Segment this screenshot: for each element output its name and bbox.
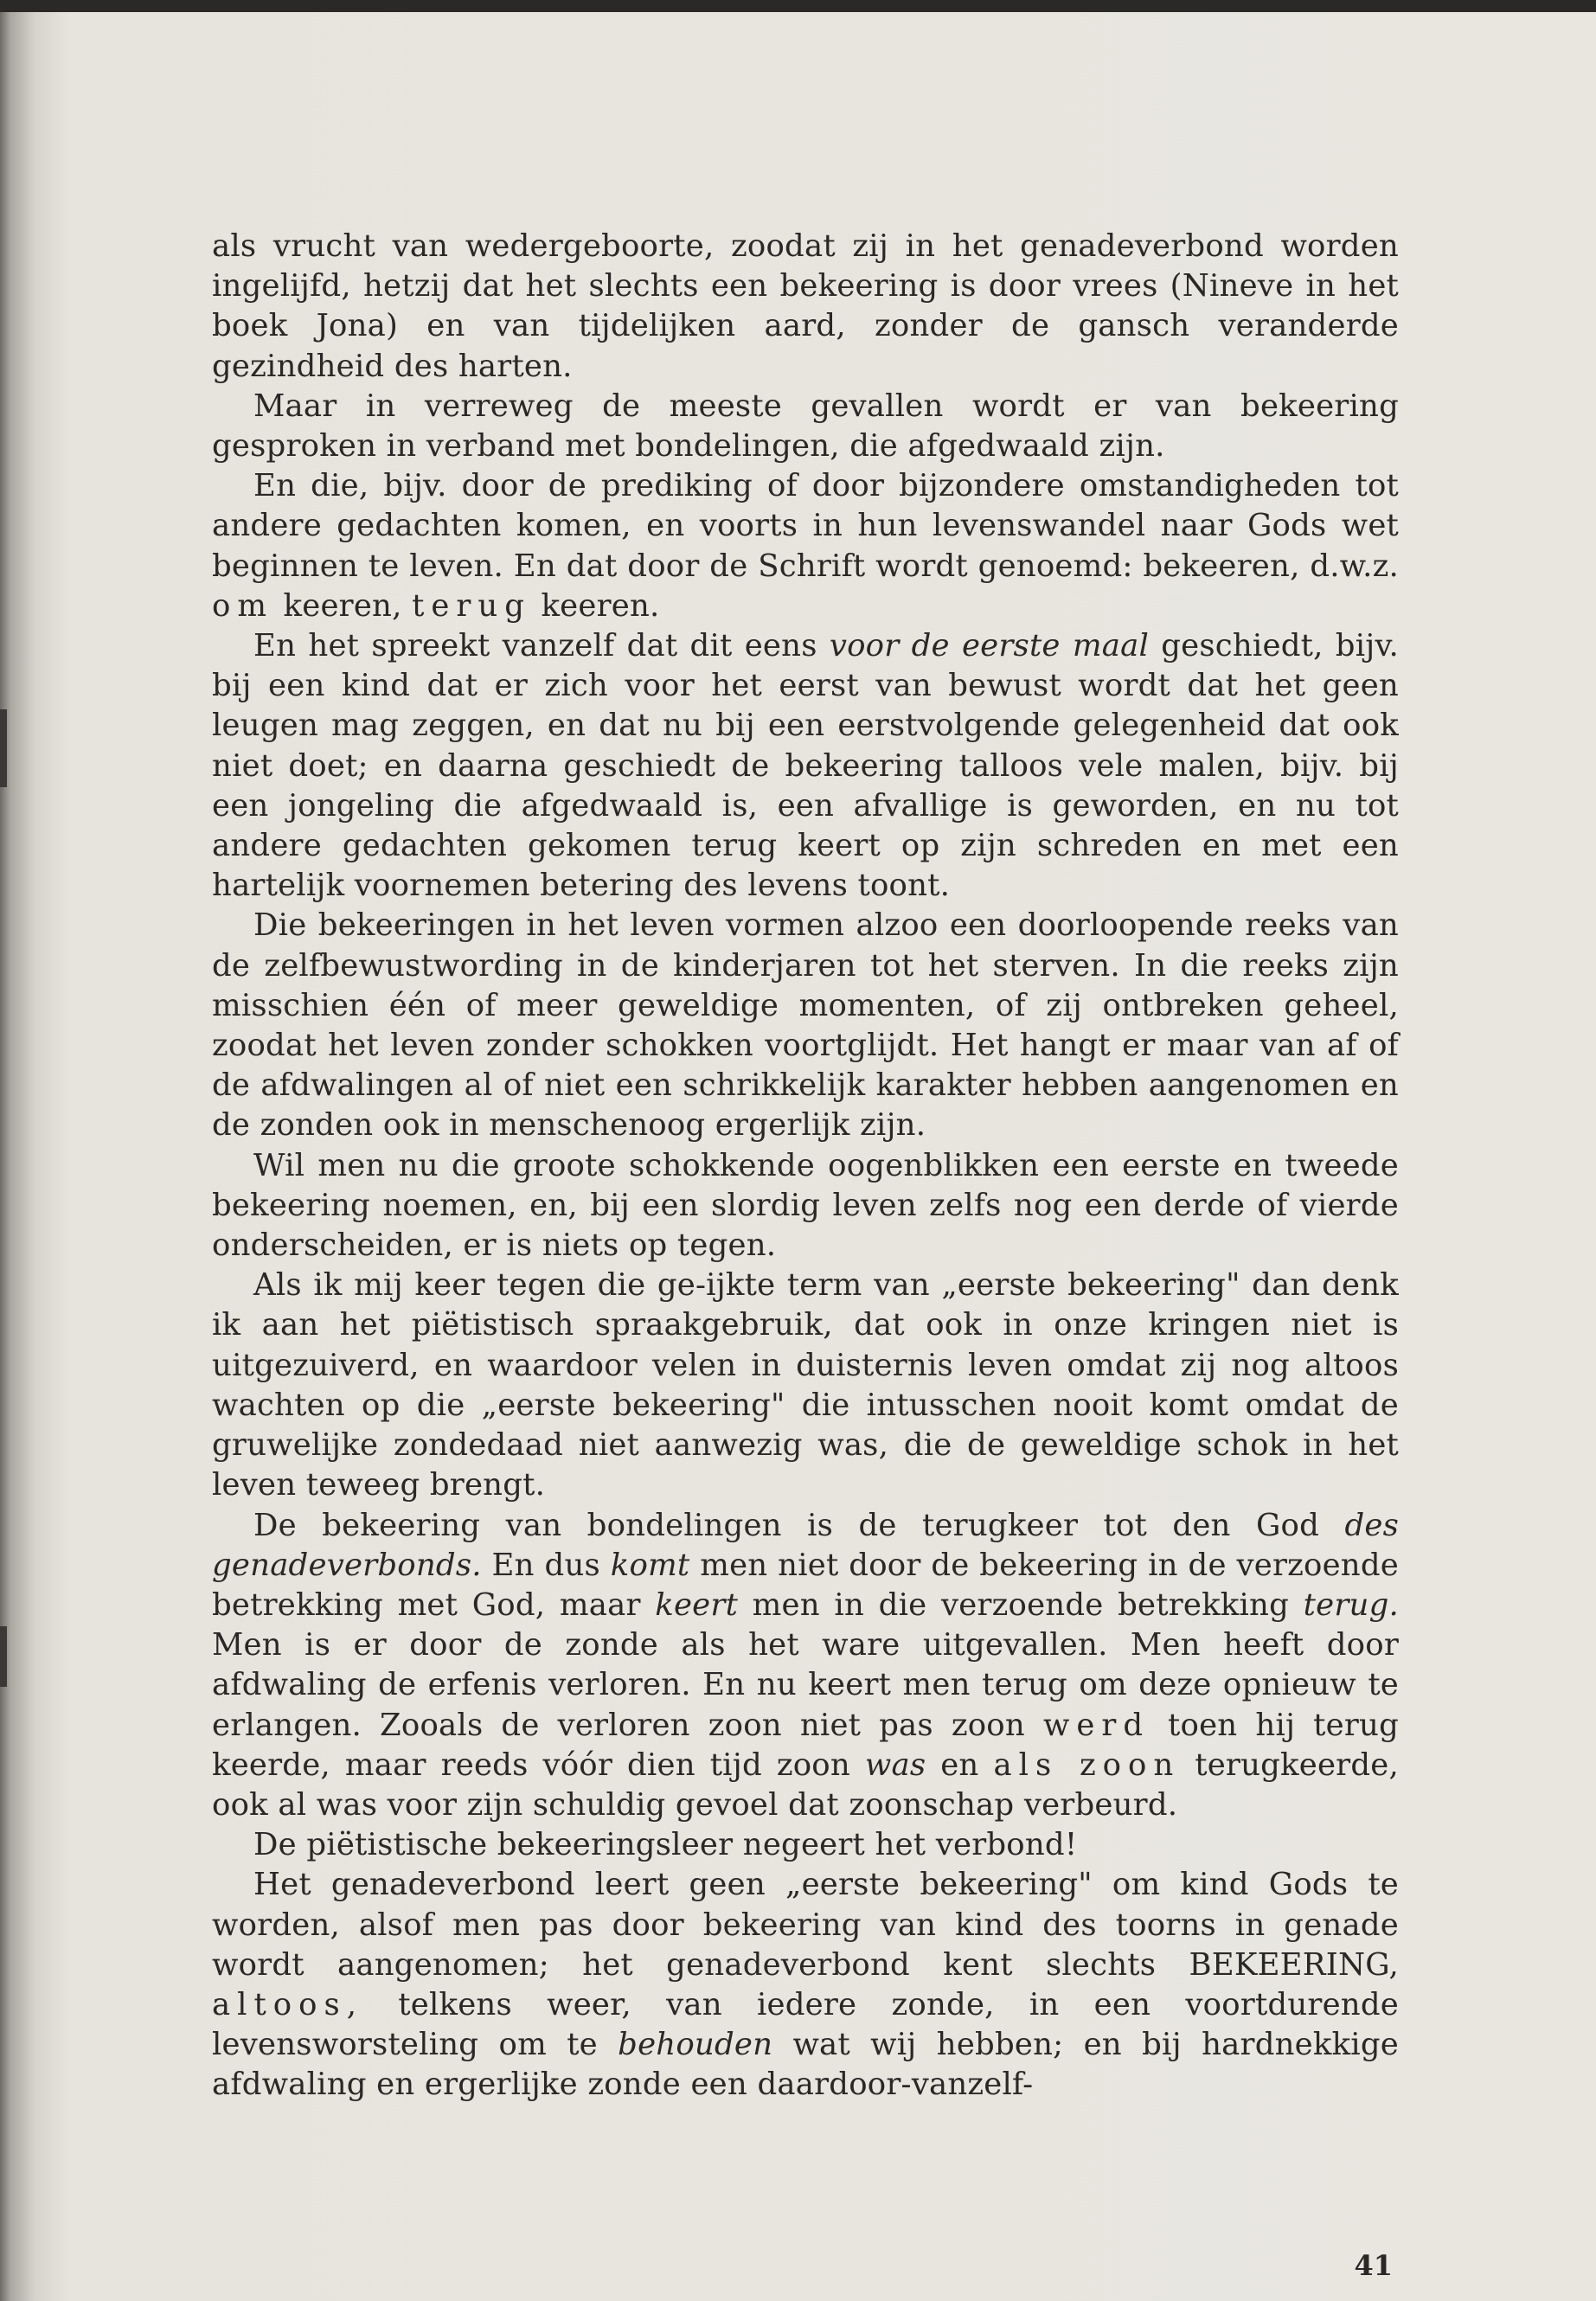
binding-mark <box>0 1626 7 1687</box>
page-number: 41 <box>1354 2249 1393 2282</box>
paragraph: En het spreekt vanzelf dat dit eens voor de eerste maal geschiedt, bijv. bij een kind dat er zich voor het eerst van bewust wordt dat het geen leugen mag zeggen, en dat nu bij een eerstvolgende gelegenheid dat ook niet doet; en daarna geschiedt de bekeering talloos vele malen, bijv. bij een jongeling die afgedwaald is, een afvallige is geworden, en nu tot andere gedachten gekomen terug keert op zijn schreden en met een hartelijk voornemen betering des levens toont. <box>212 628 1399 904</box>
paragraph: Wil men nu die groote schokkende oogenblikken een eerste en tweede bekeering noemen, en, bij een slordig leven zelfs nog een derde of vierde onderscheiden, er is niets op tegen. <box>212 1147 1399 1264</box>
paragraph: De piëtistische bekeeringsleer negeert het verbond! <box>253 1827 1078 1863</box>
paragraph: Het genadeverbond leert geen „eerste bekeering" om kind Gods te worden, alsof men pas door bekeering van kind des toorns in genade wordt aangenomen; het genadeverbond kent slechts BEKEERING, altoos, telkens weer, van iedere zonde, in een voortdurende levensworsteling om te behouden wat wij hebben; en bij hardnekkige afdwaling en ergerlijke zonde een daardoor-vanzelf- <box>212 1867 1399 2103</box>
binding-mark <box>0 709 7 787</box>
paragraph: Maar in verreweg de meeste gevallen wordt er van bekeering gesproken in verband met bondelingen, die afgedwaald zijn. <box>212 388 1399 465</box>
body-text <box>212 227 1399 2106</box>
scan-top-edge <box>0 0 1596 12</box>
paragraph: als vrucht van wedergeboorte, zoodat zij in het genadeverbond worden ingelijfd, hetzij dat het slechts een bekeering is door vrees (Nineve in het boek Jona) en van tijdelijken aard, zonder de gansch veranderde gezindheid des harten. <box>212 228 1399 384</box>
paragraph: De bekeering van bondelingen is de terugkeer tot den God des genadeverbonds. En dus komt men niet door de bekeering in de verzoende betrekking met God, maar keert men in die verzoende betrekking terug. Men is er door de zonde als het ware uitgevallen. Men heeft door afdwaling de erfenis verloren. En nu keert men terug om deze opnieuw te erlangen. Zooals de verloren zoon niet pas zoon werd toen hij terug keerde, maar reeds vóór dien tijd zoon was en als zoon terugkeerde, ook al was voor zijn schuldig gevoel dat zoonschap verbeurd. <box>212 1507 1400 1823</box>
paragraph: En die, bijv. door de prediking of door bijzondere omstandigheden tot andere gedachten komen, en voorts in hun levenswandel naar Gods wet beginnen te leven. En dat door de Schrift wordt genoemd: bekeeren, d.w.z. om keeren, terug keeren. <box>212 468 1399 624</box>
paragraph: Als ik mij keer tegen die ge-ijkte term van „eerste bekeering" dan denk ik aan het piëtistisch spraakgebruik, dat ook in onze kringen niet is uitgezuiverd, en waardoor velen in duisternis leven omdat zij nog altoos wachten op die „eerste bekeering" die intusschen nooit komt omdat de gruwelijke zondedaad niet aanwezig was, die de geweldige schok in het leven teweeg brengt. <box>212 1267 1399 1503</box>
paragraph: Die bekeeringen in het leven vormen alzoo een doorloopende reeks van de zelfbewustwording in de kinderjaren tot het sterven. In die reeks zijn misschien één of meer geweldige momenten, of zij ontbreken geheel, zoodat het leven zonder schokken voortglijdt. Het hangt er maar van af of de afdwalingen al of niet een schrikkelijk karakter hebben aangenomen en de zonden ook in menschenoog ergerlijk zijn. <box>212 907 1399 1144</box>
